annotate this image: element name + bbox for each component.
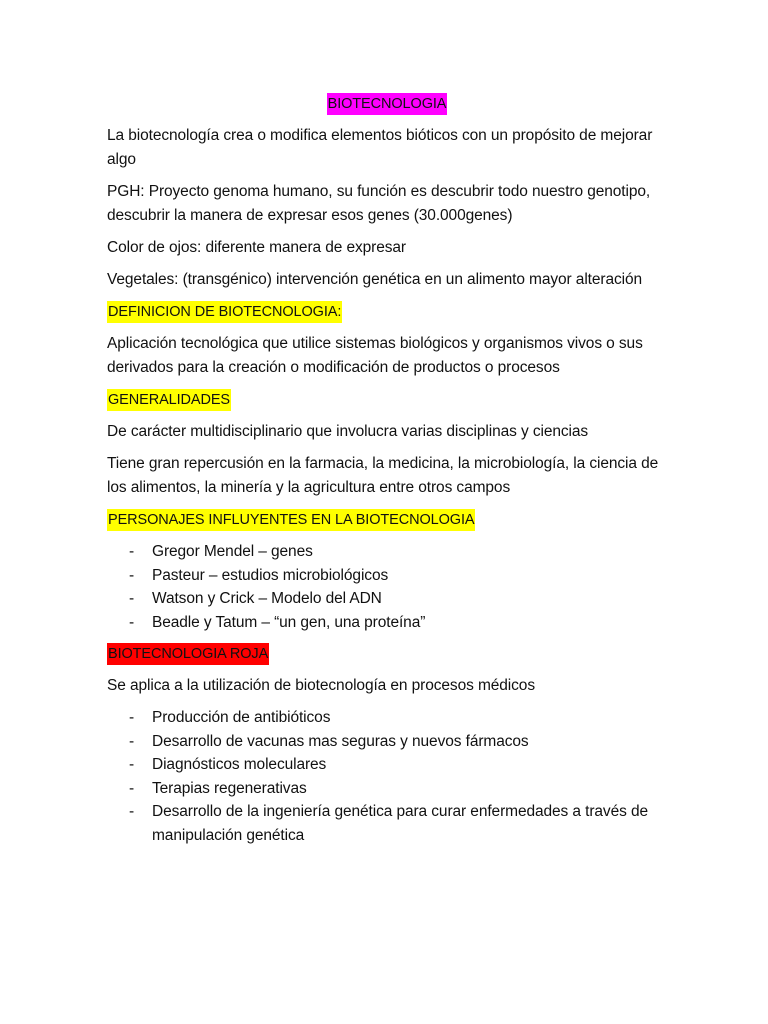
list-item <box>107 777 667 801</box>
biotecnologia-roja-list <box>107 706 667 847</box>
section-heading-row <box>107 388 667 412</box>
list-item-text: Producción de antibióticos <box>152 709 331 726</box>
document-body <box>107 92 667 855</box>
list-dash: - <box>129 613 135 631</box>
section-heading-generalidades: GENERALIDADES <box>107 389 231 411</box>
list-item <box>107 730 667 754</box>
list-item <box>107 706 667 730</box>
list-item <box>107 611 667 635</box>
list-dash: - <box>129 709 135 726</box>
list-item-text: Desarrollo de la ingeniería genética para curar enfermedades a través de manipulación genética <box>152 803 648 844</box>
title-row <box>107 92 667 116</box>
list-item-text: Pasteur – estudios microbiológicos <box>152 566 389 584</box>
list-item-text: Beadle y Tatum – “un gen, una proteína” <box>152 613 426 631</box>
list-item-text: Watson y Crick – Modelo del ADN <box>152 590 382 607</box>
list-item-text: Desarrollo de vacunas mas seguras y nuevos fármacos <box>152 732 529 750</box>
section-paragraph: Tiene gran repercusión en la farmacia, la medicina, la microbiología, la ciencia de los alimentos, la minería y la agricultura entre otros campos <box>107 455 659 496</box>
list-item <box>107 753 667 777</box>
list-item <box>107 800 667 847</box>
list-dash: - <box>129 543 135 560</box>
list-dash: - <box>129 803 135 820</box>
section-heading-definicion: DEFINICION DE BIOTECNOLOGIA: <box>107 301 342 323</box>
list-item <box>107 540 667 564</box>
section-paragraph: Aplicación tecnológica que utilice sistemas biológicos y organismos vivos o sus derivados para la creación o modificación de productos o procesos <box>107 335 643 376</box>
personajes-list <box>107 540 667 634</box>
section-heading-row <box>107 300 667 324</box>
section-heading-personajes: PERSONAJES INFLUYENTES EN LA BIOTECNOLOGIA <box>107 509 475 531</box>
list-dash: - <box>129 566 135 584</box>
list-dash: - <box>129 779 135 797</box>
list-item <box>107 564 667 588</box>
intro-paragraph: Vegetales: (transgénico) intervención genética en un alimento mayor alteración <box>107 271 643 288</box>
section-heading-biotecnologia-roja: BIOTECNOLOGIA ROJA <box>107 643 269 665</box>
list-item <box>107 587 667 611</box>
section-paragraph: Se aplica a la utilización de biotecnología en procesos médicos <box>107 677 535 694</box>
list-item-text: Gregor Mendel – genes <box>152 543 313 560</box>
intro-paragraph: La biotecnología crea o modifica elementos bióticos con un propósito de mejorar algo <box>107 127 653 168</box>
intro-paragraph: Color de ojos: diferente manera de expresar <box>107 239 406 256</box>
intro-paragraph: PGH: Proyecto genoma humano, su función es descubrir todo nuestro genotipo, descubrir la manera de expresar esos genes (30.000genes) <box>107 183 651 224</box>
list-dash: - <box>129 732 135 750</box>
list-dash: - <box>129 590 135 607</box>
list-dash: - <box>129 756 135 773</box>
document-title: BIOTECNOLOGIA <box>327 93 448 115</box>
section-heading-row <box>107 642 667 666</box>
section-paragraph: De carácter multidisciplinario que involucra varias disciplinas y ciencias <box>107 423 589 440</box>
list-item-text: Diagnósticos moleculares <box>152 756 327 773</box>
section-heading-row <box>107 508 667 532</box>
list-item-text: Terapias regenerativas <box>152 779 307 797</box>
